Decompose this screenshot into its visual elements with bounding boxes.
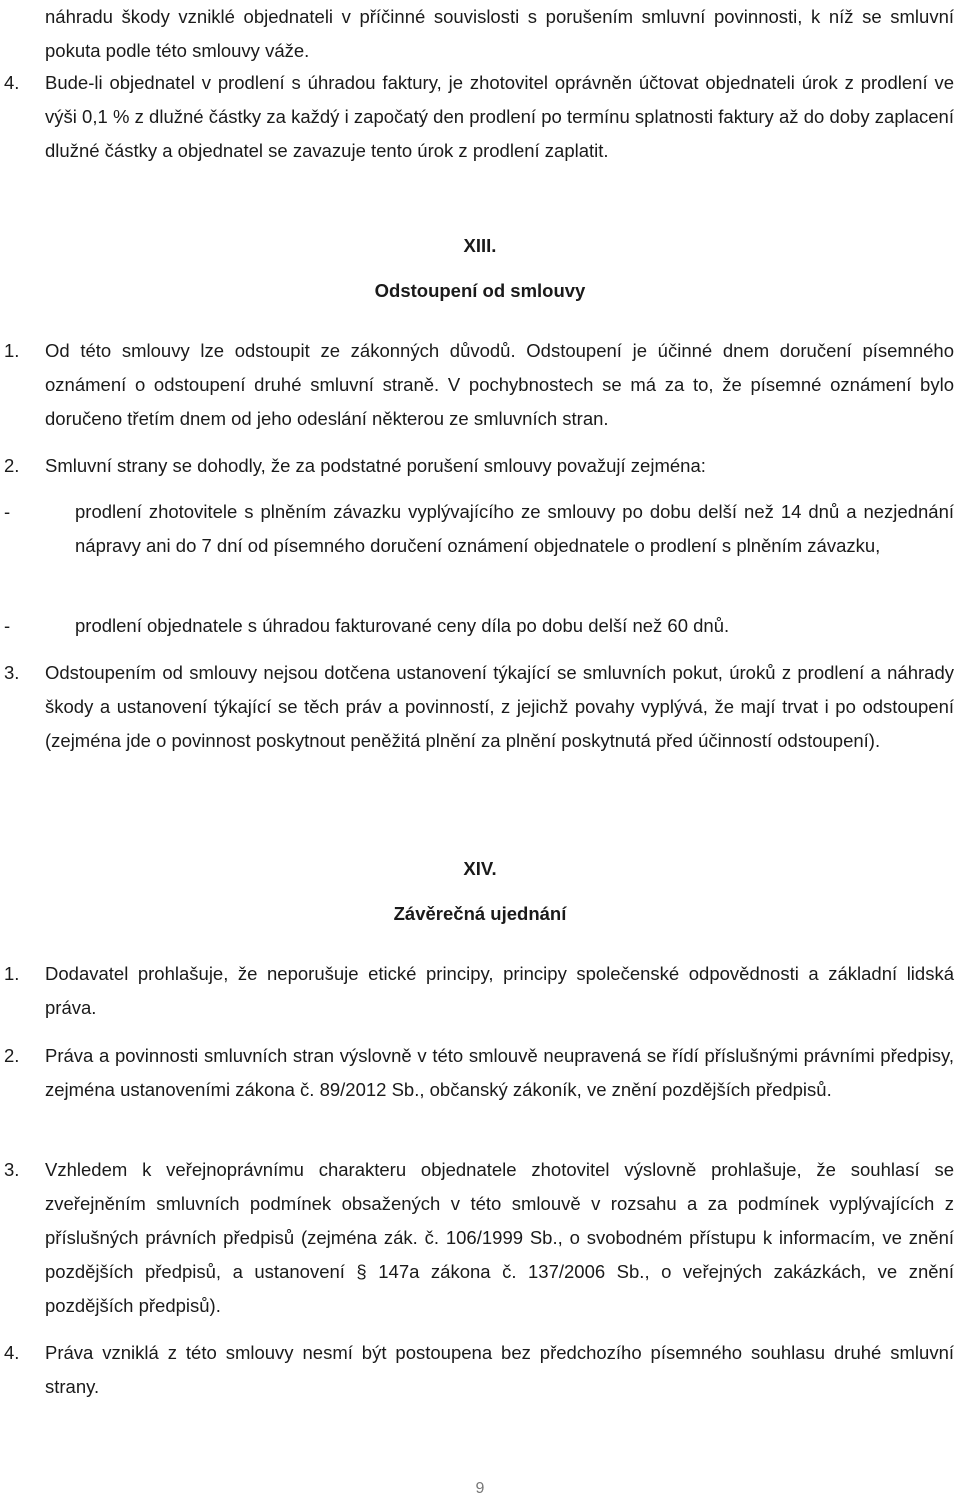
clause-number: 3. [4, 1159, 20, 1180]
clause-item-4 [0, 66, 954, 168]
list-item [0, 609, 954, 643]
section-number: XIV. [463, 858, 497, 879]
clause-item [0, 449, 954, 483]
clause-item [0, 1336, 954, 1404]
clause-item [0, 1153, 954, 1323]
clause-number: 1. [4, 340, 20, 361]
continued-paragraph [0, 0, 954, 68]
clause-number: 1. [4, 963, 20, 984]
clause-text: Práva a povinnosti smluvních stran výslovně v této smlouvě neupravená se řídí příslušnými právními předpisy, zejména ustanoveními zákona č. 89/2012 Sb., občanský zákoník, ve znění pozdějších předpisů. [45, 1045, 954, 1100]
clause-number: 2. [4, 455, 20, 476]
clause-item [0, 957, 954, 1025]
clause-item [0, 1039, 954, 1107]
list-text: prodlení zhotovitele s plněním závazku vyplývajícího ze smlouvy po dobu delší než 14 dnů a nezjednání nápravy ani do 7 dní od písemného doručení oznámení objednatele o prodlení s plněním závazku, [75, 501, 954, 556]
clause-item [0, 334, 954, 436]
list-item [0, 495, 954, 563]
clause-number: 2. [4, 1045, 20, 1066]
clause-text: Odstoupením od smlouvy nejsou dotčena ustanovení týkající se smluvních pokut, úroků z prodlení a náhrady škody a ustanovení týkající se těch práv a povinností, z jejichž povahy vyplývá, že mají trvat i po odstoupení (zejména jde o povinnost poskytnout peněžitá plnění za plnění poskytnutá před účinností odstoupení). [45, 662, 954, 751]
clause-number: 3. [4, 662, 20, 683]
section-title: Odstoupení od smlouvy [374, 280, 586, 301]
clause-text: Práva vzniklá z této smlouvy nesmí být postoupena bez předchozího písemného souhlasu druhé smluvní strany. [45, 1342, 954, 1397]
clause-text: Bude-li objednatel v prodlení s úhradou faktury, je zhotovitel oprávněn účtovat objednateli úrok z prodlení ve výši 0,1 % z dlužné částky za každý i započatý den prodlení po termínu splatnosti faktury až do doby zaplacení dlužné částky a objednatel se zavazuje tento úrok z prodlení zaplatit. [45, 72, 954, 161]
clause-number: 4. [4, 72, 20, 93]
clause-text: Vzhledem k veřejnoprávnímu charakteru objednatele zhotovitel výslovně prohlašuje, že souhlasí se zveřejněním smluvních podmínek obsažených v této smlouvě v rozsahu a za podmínek vyplývajících z příslušných právních předpisů (zejména zák. č. 106/1999 Sb., o svobodném přístupu k informacím, ve znění pozdějších předpisů, a ustanovení § 147a zákona č. 137/2006 Sb., o veřejných zakázkách, ve znění pozdějších předpisů). [45, 1159, 954, 1316]
clause-text: Dodavatel prohlašuje, že neporušuje etické principy, principy společenské odpovědnosti a základní lidská práva. [45, 963, 954, 1018]
list-text: prodlení objednatele s úhradou fakturované ceny díla po dobu delší než 60 dnů. [75, 615, 730, 636]
list-dash: - [4, 615, 11, 636]
list-dash: - [4, 501, 11, 522]
clause-number: 4. [4, 1342, 20, 1363]
section-number: XIII. [463, 235, 497, 256]
clause-item [0, 656, 954, 758]
page-number: 9 [475, 1480, 485, 1497]
section-title: Závěrečná ujednání [393, 903, 567, 924]
clause-text: Od této smlouvy lze odstoupit ze zákonných důvodů. Odstoupení je účinné dnem doručení písemného oznámení o odstoupení druhé smluvní straně. V pochybnostech se má za to, že písemné oznámení bylo doručeno třetím dnem od jeho odeslání některou ze smluvních stran. [45, 340, 954, 429]
paragraph-text: náhradu škody vzniklé objednateli v příčinné souvislosti s porušením smluvní povinnosti, k níž se smluvní pokuta podle této smlouvy váže. [45, 6, 954, 61]
clause-text: Smluvní strany se dohodly, že za podstatné porušení smlouvy považují zejména: [45, 455, 706, 476]
